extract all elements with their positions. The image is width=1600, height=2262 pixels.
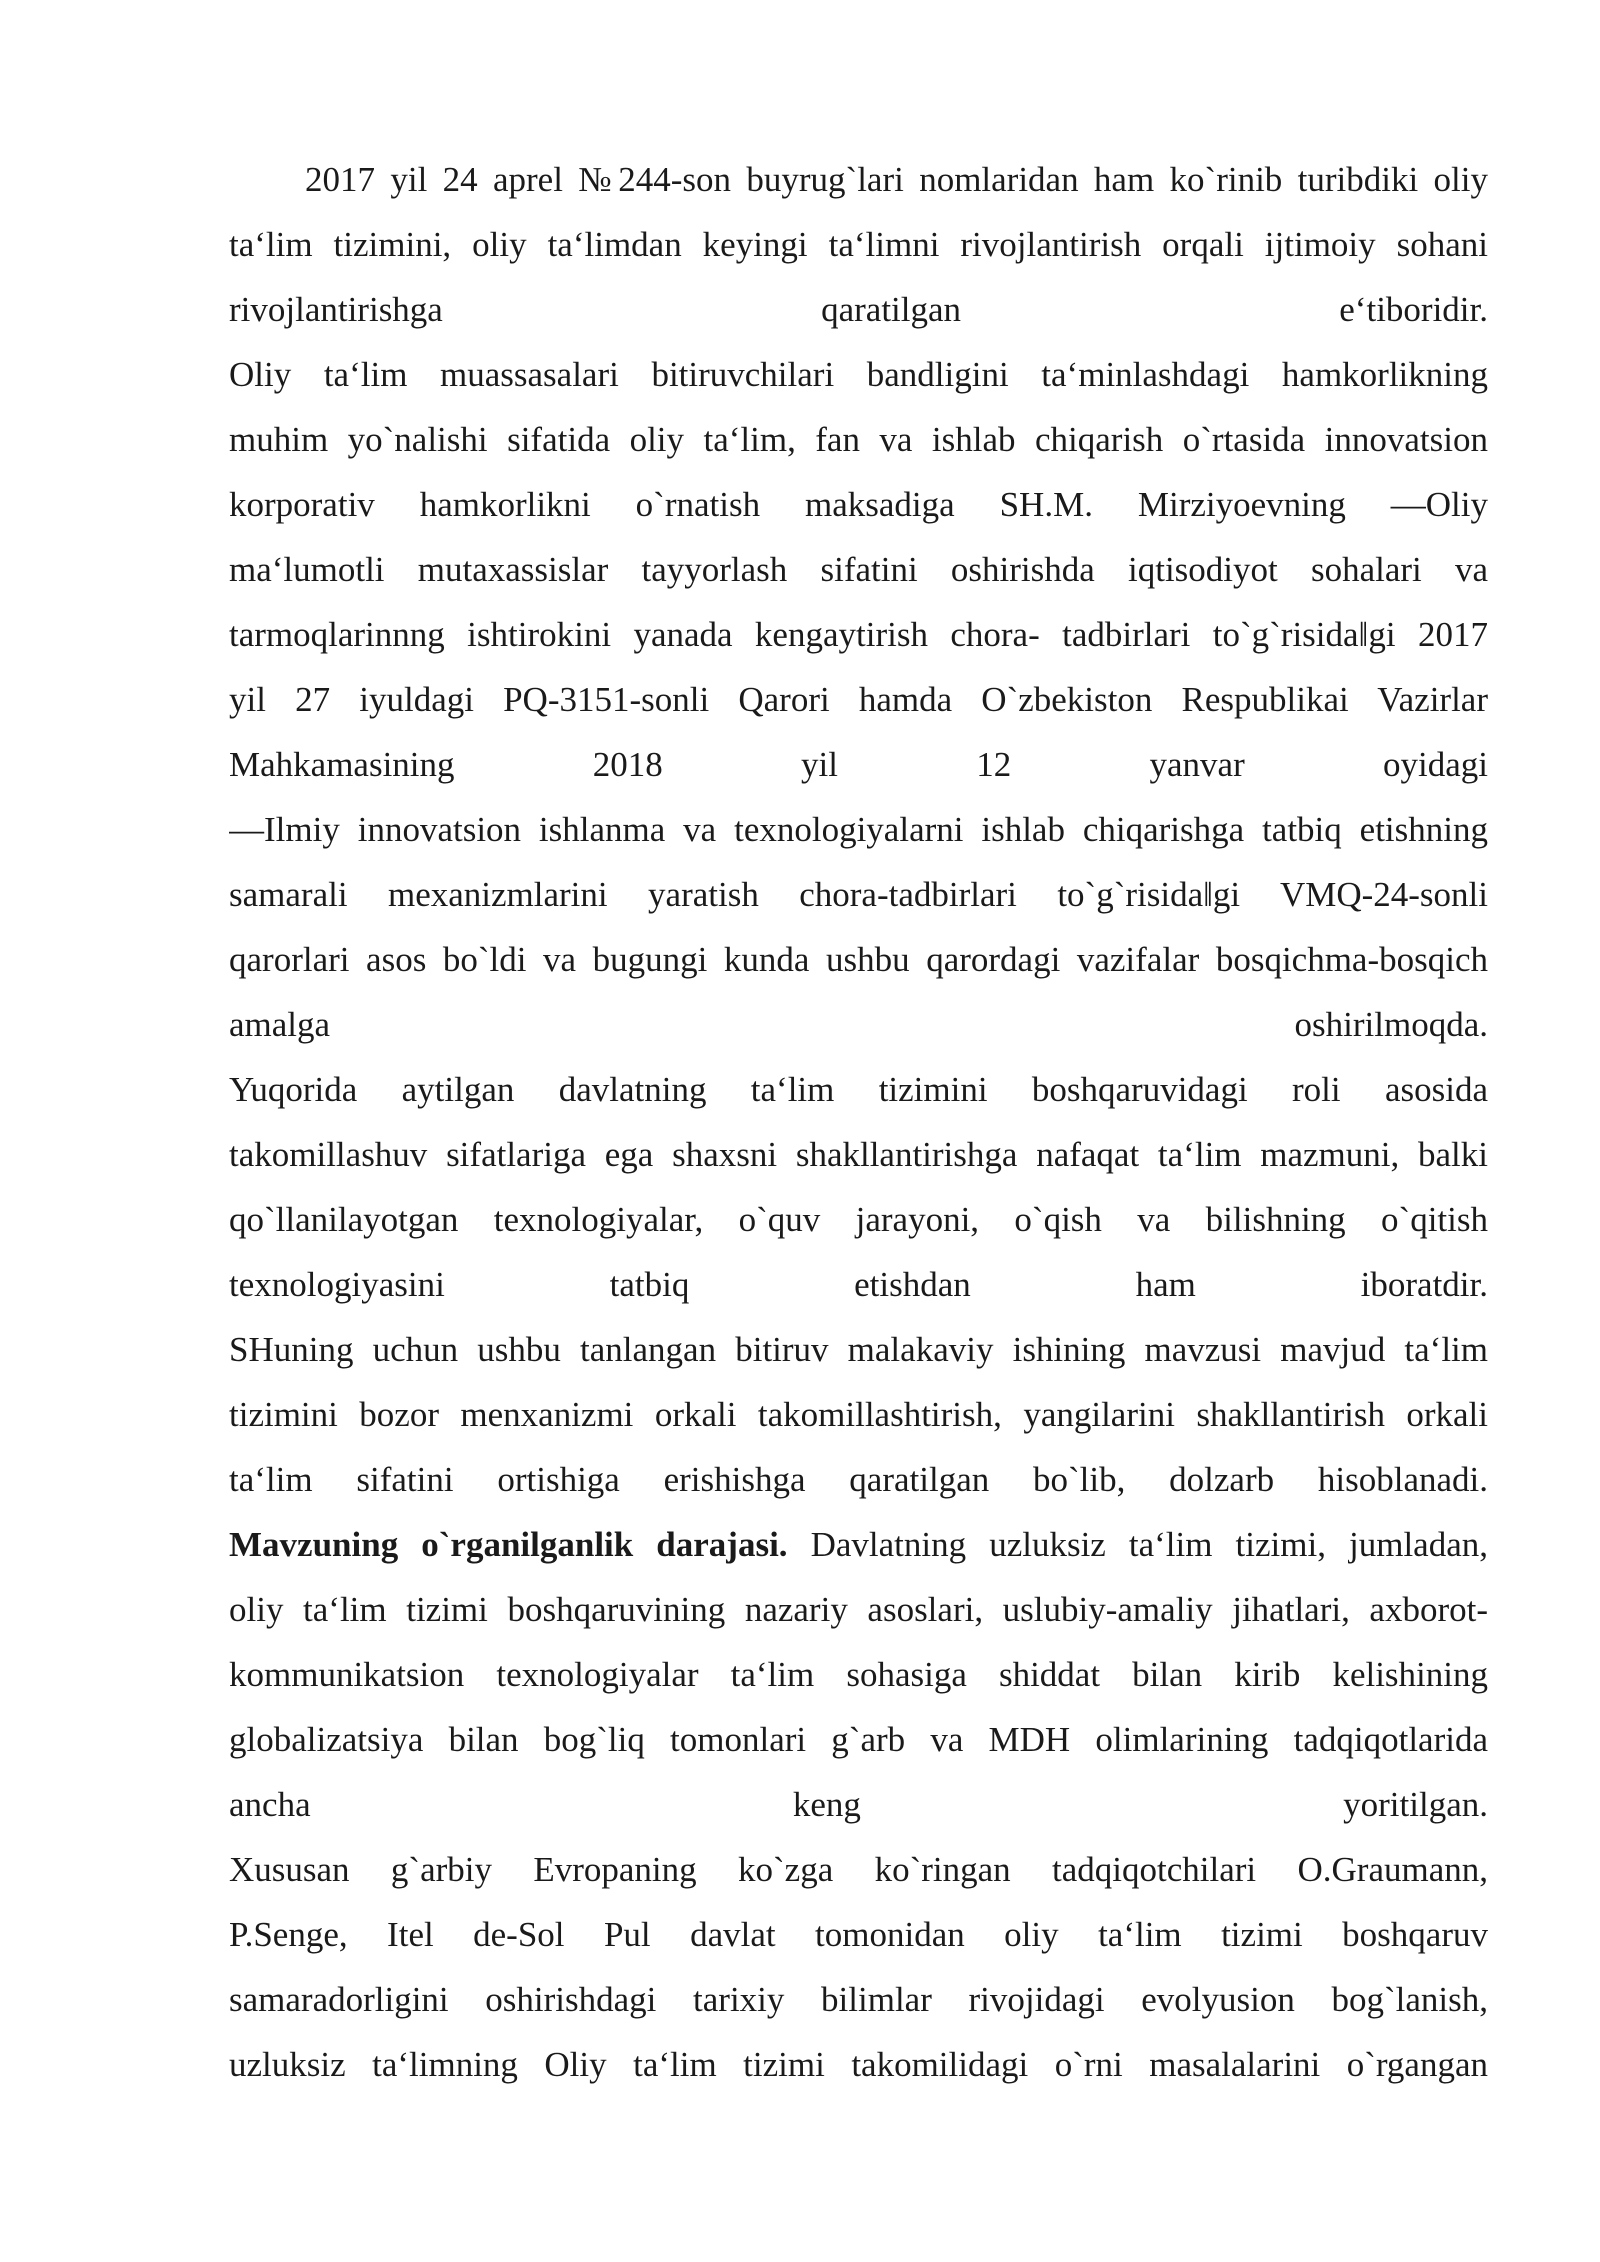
text-line: samaradorligini oshirishdagi tarixiy bilimlar rivojidagi evolyusion bog`lanish, (229, 1980, 1488, 2019)
text-line: Yuqorida aytilgan davlatning ta‘lim tizimini boshqaruvidagi roli asosida (229, 1070, 1488, 1109)
text-line: takomillashuv sifatlariga ega shaxsni shakllantirishga nafaqat ta‘lim mazmuni, balki (229, 1135, 1488, 1174)
text-line: ―Ilmiy innovatsion ishlanma va texnologiyalarni ishlab chiqarishga tatbiq etishning (229, 810, 1488, 849)
text-line: kommunikatsion texnologiyalar ta‘lim sohasiga shiddat bilan kirib kelishining (229, 1655, 1488, 1694)
text-line: oliy ta‘lim tizimi boshqaruvining nazariy asoslari, uslubiy-amaliy jihatlari, axborot- (229, 1590, 1488, 1629)
text-line: P.Senge, Itel de-Sol Pul davlat tomonidan oliy ta‘lim tizimi boshqaruv (229, 1915, 1488, 1954)
text-line: muhim yo`nalishi sifatida oliy ta‘lim, fan va ishlab chiqarish o`rtasida innovatsion (229, 420, 1488, 459)
text-line: ma‘lumotli mutaxassislar tayyorlash sifatini oshirishda iqtisodiyot sohalari va (229, 550, 1488, 589)
text-line: ancha keng yoritilgan. (229, 1785, 1488, 1824)
text-line: texnologiyasini tatbiq etishdan ham iboratdir. (229, 1265, 1488, 1304)
section-heading-line (229, 1512, 1488, 1577)
text-line: tizimini bozor menxanizmi orkali takomillashtirish, yangilarini shakllantirish orkali (229, 1395, 1488, 1434)
text-line: Xususan g`arbiy Evropaning ko`zga ko`ringan tadqiqotchilari O.Graumann, (229, 1850, 1488, 1889)
section-heading: Mavzuning o`rganilganlik darajasi. (229, 1525, 788, 1564)
text-line: ta‘lim tizimini, oliy ta‘limdan keyingi ta‘limni rivojlantirish orqali ijtimoiy sohani (229, 225, 1488, 264)
text-line: ta‘lim sifatini ortishiga erishishga qaratilgan bo`lib, dolzarb hisoblanadi. (229, 1460, 1488, 1499)
text-line: amalga oshirilmoqda. (229, 1005, 1488, 1044)
text-line: Oliy ta‘lim muassasalari bitiruvchilari bandligini ta‘minlashdagi hamkorlikning (229, 355, 1488, 394)
text-line: Mahkamasining 2018 yil 12 yanvar oyidagi (229, 745, 1488, 784)
text-line: qo`llanilayotgan texnologiyalar, o`quv jarayoni, o`qish va bilishning o`qitish (229, 1200, 1488, 1239)
text-line: samarali mexanizmlarini yaratish chora-tadbirlari to`g`risidaǁgi VMQ-24-sonli (229, 875, 1488, 914)
text-line: rivojlantirishga qaratilgan e‘tiboridir. (229, 290, 1488, 329)
text-line: qarorlari asos bo`ldi va bugungi kunda ushbu qarordagi vazifalar bosqichma-bosqich (229, 940, 1488, 979)
document-body (229, 147, 1488, 2097)
text-line: 2017 yil 24 aprel №244-son buyrug`lari nomlaridan ham ko`rinib turibdiki oliy (305, 160, 1488, 199)
text-line: SHuning uchun ushbu tanlangan bitiruv malakaviy ishining mavzusi mavjud ta‘lim (229, 1330, 1488, 1369)
text-line: tarmoqlarinnng ishtirokini yanada kengaytirish chora- tadbirlari to`g`risidaǁgi 2017 (229, 615, 1488, 654)
text-line: uzluksiz ta‘limning Oliy ta‘lim tizimi takomilidagi o`rni masalalarini o`rgangan (229, 2045, 1488, 2084)
section-heading-continuation: Davlatning uzluksiz ta‘lim tizimi, jumladan, (787, 1525, 1488, 1564)
text-line: yil 27 iyuldagi PQ-3151-sonli Qarori hamda O`zbekiston Respublikai Vazirlar (229, 680, 1488, 719)
text-line: globalizatsiya bilan bog`liq tomonlari g`arb va MDH olimlarining tadqiqotlarida (229, 1720, 1488, 1759)
text-line: korporativ hamkorlikni o`rnatish maksadiga SH.M. Mirziyoevning ―Oliy (229, 485, 1488, 524)
